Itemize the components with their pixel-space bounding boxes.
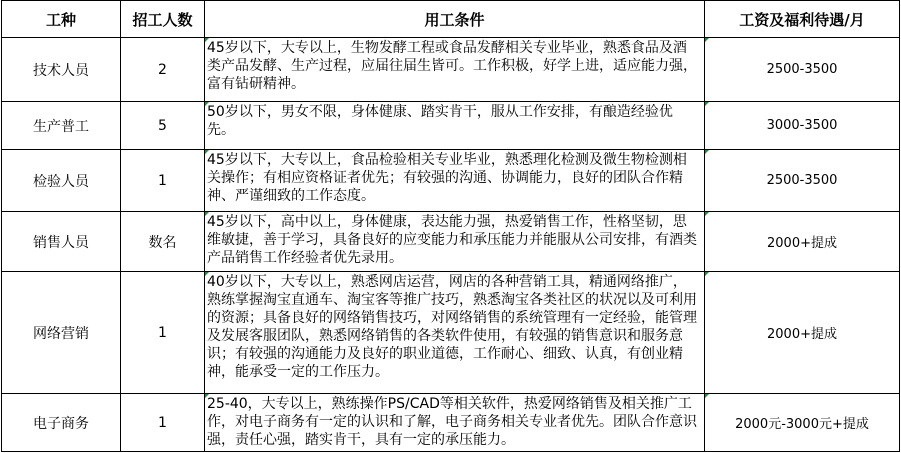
row-salary: 2500-3500 — [705, 38, 900, 102]
row-count: 1 — [121, 150, 205, 212]
table-row — [2, 394, 900, 452]
row-salary: 2000+提成 — [705, 272, 900, 394]
row-requirements: 40岁以下，大专以上，熟悉网店运营，网店的各种营销工具，精通网络推广，熟练掌握淘宝直通车、淘宝客等推广技巧，熟悉淘宝各类社区的状况以及可利用的资源；具备良好的网络销售技巧，对网络销售的系统管理有一定经验，能管理及发展客服团队，熟悉网络销售的各类软件使用，有较强的销售意识和服务意识；有较强的沟通能力及良好的职业道德，工作耐心、细致、认真，有创业精神，能承受一定的工作压力。 — [205, 272, 705, 394]
row-requirements: 45岁以下，大专以上，生物发酵工程或食品发酵相关专业毕业，熟悉食品及酒类产品发酵、生产过程，应届往届生皆可。工作积极，好学上进，适应能力强，富有钻研精神。 — [205, 38, 705, 102]
row-salary: 2500-3500 — [705, 150, 900, 212]
row-title: 检验人员 — [2, 150, 121, 212]
row-requirements: 25-40，大专以上，熟练操作PS/CAD等相关软件，热爱网络销售及相关推广工作，对电子商务有一定的认识和了解，电子商务相关专业者优先。团队合作意识强，责任心强，踏实肯干，具有一定的承压能力。 — [205, 394, 705, 452]
header-row — [2, 1, 900, 38]
header-salary: 工资及福利待遇/月 — [705, 1, 900, 38]
header-requirements: 用工条件 — [205, 1, 705, 38]
row-salary: 3000-3500 — [705, 102, 900, 150]
row-title: 网络营销 — [2, 272, 121, 394]
row-count: 5 — [121, 102, 205, 150]
header-count: 招工人数 — [121, 1, 205, 38]
row-count: 1 — [121, 272, 205, 394]
row-salary: 2000+提成 — [705, 212, 900, 272]
row-requirements: 50岁以下，男女不限，身体健康、踏实肯干，服从工作安排，有酿造经验优先。 — [205, 102, 705, 150]
row-count: 数名 — [121, 212, 205, 272]
table-row — [2, 102, 900, 150]
row-requirements: 45岁以下，高中以上，身体健康，表达能力强，热爱销售工作，性格坚韧，思维敏捷，善于学习，具备良好的应变能力和承压能力并能服从公司安排，有酒类产品销售工作经验者优先录用。 — [205, 212, 705, 272]
recruitment-table — [1, 0, 900, 452]
row-title: 生产普工 — [2, 102, 121, 150]
header-title: 工种 — [2, 1, 121, 38]
row-count: 2 — [121, 38, 205, 102]
row-requirements: 45岁以下，大专以上，食品检验相关专业毕业，熟悉理化检测及微生物检测相关操作；有相应资格证者优先；有较强的沟通、协调能力，良好的团队合作精神、严谨细致的工作态度。 — [205, 150, 705, 212]
table-row — [2, 150, 900, 212]
row-title: 电子商务 — [2, 394, 121, 452]
row-title: 技术人员 — [2, 38, 121, 102]
row-title: 销售人员 — [2, 212, 121, 272]
row-salary: 2000元-3000元+提成 — [705, 394, 900, 452]
table-row — [2, 38, 900, 102]
row-count: 1 — [121, 394, 205, 452]
table-row — [2, 272, 900, 394]
table-row — [2, 212, 900, 272]
